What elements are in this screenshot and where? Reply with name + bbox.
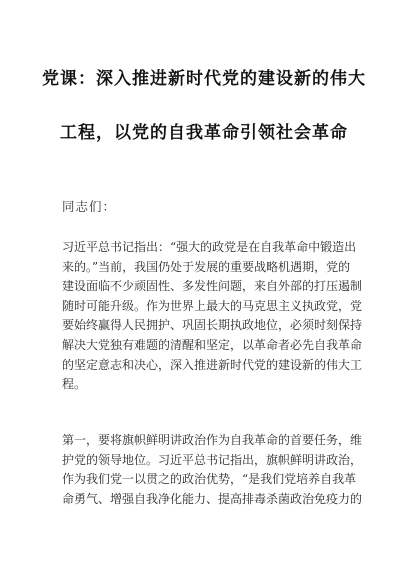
paragraph-line: 护党的领导地位。习近平总书记指出，旗帜鲜明讲政治， — [62, 452, 363, 467]
document-title-line-1: 党课：深入推进新时代党的建设新的伟大 — [42, 69, 366, 89]
paragraph-line: 要始终赢得人民拥护、巩固长期执政地位，必须时刻保持 — [62, 318, 363, 333]
document-title-line-2: 工程，以党的自我革命引领社会革命 — [60, 123, 348, 143]
paragraph-line: 作为我们党一以贯之的政治优势，“是我们党培养自我革 — [62, 472, 357, 487]
paragraph-line: 命勇气、增强自我净化能力、提高排毒杀菌政治免疫力的 — [62, 491, 363, 506]
paragraph-line: 程。 — [62, 377, 87, 392]
greeting: 同志们： — [62, 199, 117, 214]
paragraph-line: 第一，要将旗帜鲜明讲政治作为自我革命的首要任务，维 — [62, 433, 363, 447]
paragraph-line: 建设面临不少顽固性、多发性问题，来自外部的打压遏制 — [62, 279, 363, 294]
paragraph-2 — [62, 431, 362, 509]
paragraph-line: 随时可能升级。作为世界上最大的马克思主义执政党，党 — [62, 298, 363, 313]
paragraph-line: 来的。”当前，我国仍处于发展的重要战略机遇期，党的 — [62, 259, 351, 274]
paragraph-line: 习近平总书记指出：“强大的政党是在自我革命中锻造出 — [62, 240, 357, 254]
paragraph-line: 的坚定意志和决心，深入推进新时代党的建设新的伟大工 — [62, 357, 363, 372]
paragraph-1 — [62, 238, 362, 395]
paragraph-line: 解决大党独有难题的清醒和坚定，以革命者必先自我革命 — [62, 337, 363, 352]
